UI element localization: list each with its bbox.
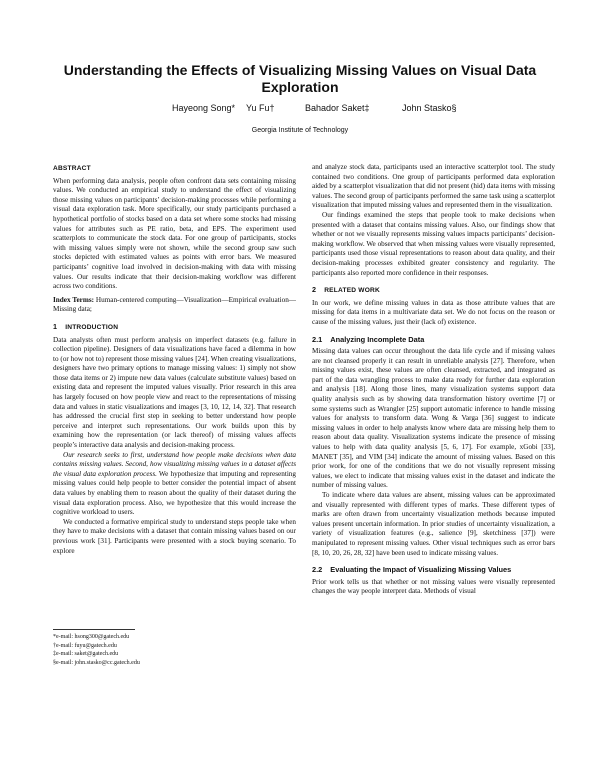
left-column: [53, 163, 296, 556]
author-name: John Stasko§: [402, 103, 457, 113]
paragraph-text: We hypothesize that imputing and representing missing values could help people to better consider the potential impact of absent data values by enabling them to reason about the quality of their dataset during the visual data exploration process. Also, we hypothesize that this would increase the cognitive workload to users.: [53, 469, 296, 517]
paragraph: We conducted a formative empirical study to understand steps people take when they have to make decisions with a dataset that contain missing values based on our previous work [31]. Participants were presented with a stock buying scenario. To explore: [53, 517, 296, 555]
subsection-heading: [312, 565, 555, 575]
subsection-title: Evaluating the Impact of Visualizing Missing Values: [330, 565, 512, 575]
author-name: Bahador Saket‡: [305, 103, 370, 113]
abstract-text: When performing data analysis, people often confront data sets containing missing values. We conducted an empirical study to understand the effect of visualizing those missing values on participants’ decision-making processes while performing a visual data exploration task. More specifically, our study participants purchased a hypothetical portfolio of stocks based on a data set where some stocks had missing values for attributes such as PE ratio, beta, and EPS. The experiment used scatterplots to communicate the stock data. For one group of participants, stocks with missing values simply were not shown, while the second group saw such stocks depicted with estimated values as points with error bars. We measured participants’ cognitive load involved in decision-making with data with missing values. Our results indicate that their decision-making workflow was different across two conditions.: [53, 176, 296, 291]
section-heading: [53, 322, 296, 333]
footnote: §e-mail: john.stasko@cc.gatech.edu: [53, 659, 140, 666]
paragraph: Prior work tells us that whether or not missing values were visually represented changes the way people interpret data. Methods of visual: [312, 577, 555, 596]
subsection-title: Analyzing Incomplete Data: [330, 334, 425, 344]
author-name: Yu Fu†: [246, 103, 275, 113]
affiliation: Georgia Institute of Technology: [251, 127, 349, 134]
paragraph: Data analysts often must perform analysis on imperfect datasets (e.g. failure in collection pipeline). Designers of data visualizations have faced a dilemma in how to (or how not to) represent those missing values [24]. When creating visualizations, designers have two primary options to manage missing values: 1) simply not show those data items or 2) impute new data values (calculate substitute values) based on existing data and represent the imputed values visually. Prior research in this area has largely focused on how people view and react to the representations of missing data and values in static visualizations and images [3, 10, 12, 14, 32]. That research has addressed the crucial first step in seeking to better understand how people perceive and interpret such representations. Our work builds upon this by examining how the representation (or lack thereof) of missing values affects people’s interactive data analysis and decision-making process.: [53, 335, 296, 450]
author-list: [0, 103, 600, 115]
right-column: [312, 163, 555, 597]
section-heading: [312, 285, 555, 296]
paragraph: Missing data values can occur throughout the data life cycle and if missing values are not cleansed properly it can result in unreliable analysis [27]. Therefore, when missing values exist, these values are often cleansed, extracted, and integrated as part of the data wrangling process to make data ready for further data exploration and analysis [18]. Along those lines, many visualization systems support data quality analysis such as by showing data transformation history overtime [7] or some systems such as Wrangler [25] support automatic inference to handle missing values for analysts to transform data. Wong & Varga [36] suggest to indicate missing values in order to help analysts know where data are missing help them to reason about data quality. Visualization systems indicate the presence of missing values to help with data quality analysis [5, 6, 17]. For example, xGobi [33], MANET [35], and VIM [34] indicate the amount of missing values. Based on this prior work, for one of the conditions that we do not visually represent missing values, we elect to indicate that missing values exist in the dataset and indicate the number of missing values.: [312, 347, 555, 490]
section-number: 1: [53, 321, 58, 331]
research-goal-italic: Our research seeks to first, understand how people make decisions when data contains missing values. Second, how visualizing missing values in a dataset affects the visual data exploration process.: [53, 450, 296, 478]
subsection-number: 2.1: [312, 334, 323, 344]
footnote-rule: [53, 629, 135, 630]
footnote: ‡e-mail: saket@gatech.edu: [53, 651, 119, 658]
section-title: INTRODUCTION: [65, 323, 119, 331]
abstract-heading: ABSTRACT: [53, 165, 91, 172]
index-terms-label: Index Terms:: [53, 295, 95, 304]
subsection-heading: [312, 335, 555, 345]
paragraph: Our findings examined the steps that people took to make decisions when presented with a dataset that contains missing values. Also, our findings show that whether or not we visually represents missing values impacts participants’ decision-making workflow. We observed that when missing values were visually represented, participants used those visual representations to reason about data quality, and their decision-making processes exhibited greater consistency and regularity. The participants also reported more confidence in their responses.: [312, 210, 555, 277]
paragraph: In our work, we define missing values in data as those attribute values that are missing for data items in a multivariate data set. We do not focus on the reason or cause of the missing values, just their (lack of) existence.: [312, 298, 555, 326]
subsection-number: 2.2: [312, 565, 323, 575]
section-heading: [53, 163, 296, 174]
paragraph: To indicate where data values are absent, missing values can be approximated and visually represented with different types of marks. These different types of marks are often drawn from uncertainty visualization methods because imputed values present uncertain information. In prior studies of uncertainty visualization, a variety of visualization features (e.g., salience [9], sketchiness [37]) were manipulated to represent missing values. Other visual techniques such as error bars [8, 10, 20, 26, 28, 32] have been used to indicate missing values.: [312, 491, 555, 557]
paper-title: Understanding the Effects of Visualizing Missing Values on Visual Data Exploration: [63, 62, 537, 95]
index-terms: [53, 296, 296, 315]
author-name: Hayeong Song*: [172, 103, 236, 113]
section-title: RELATED WORK: [324, 287, 380, 295]
footnote: †e-mail: fuyu@gatech.edu: [53, 642, 117, 649]
footnotes: [53, 629, 296, 667]
index-terms-text: Human-centered computing—Visualization—Empirical evaluation—Missing data;: [53, 295, 296, 314]
section-number: 2: [312, 285, 317, 295]
paragraph: and analyze stock data, participants used an interactive scatterplot tool. The study contained two conditions. One group of participants performed data exploration aided by a scatterplot visualization that did not present (hid) data items with missing values. The second group of participants performed the same task using a scatterplot visualization that imputed missing values and represented them in the visualization.: [312, 163, 555, 210]
footnote: *e-mail: hsong300@gatech.edu: [53, 634, 130, 640]
paragraph: [53, 451, 296, 518]
